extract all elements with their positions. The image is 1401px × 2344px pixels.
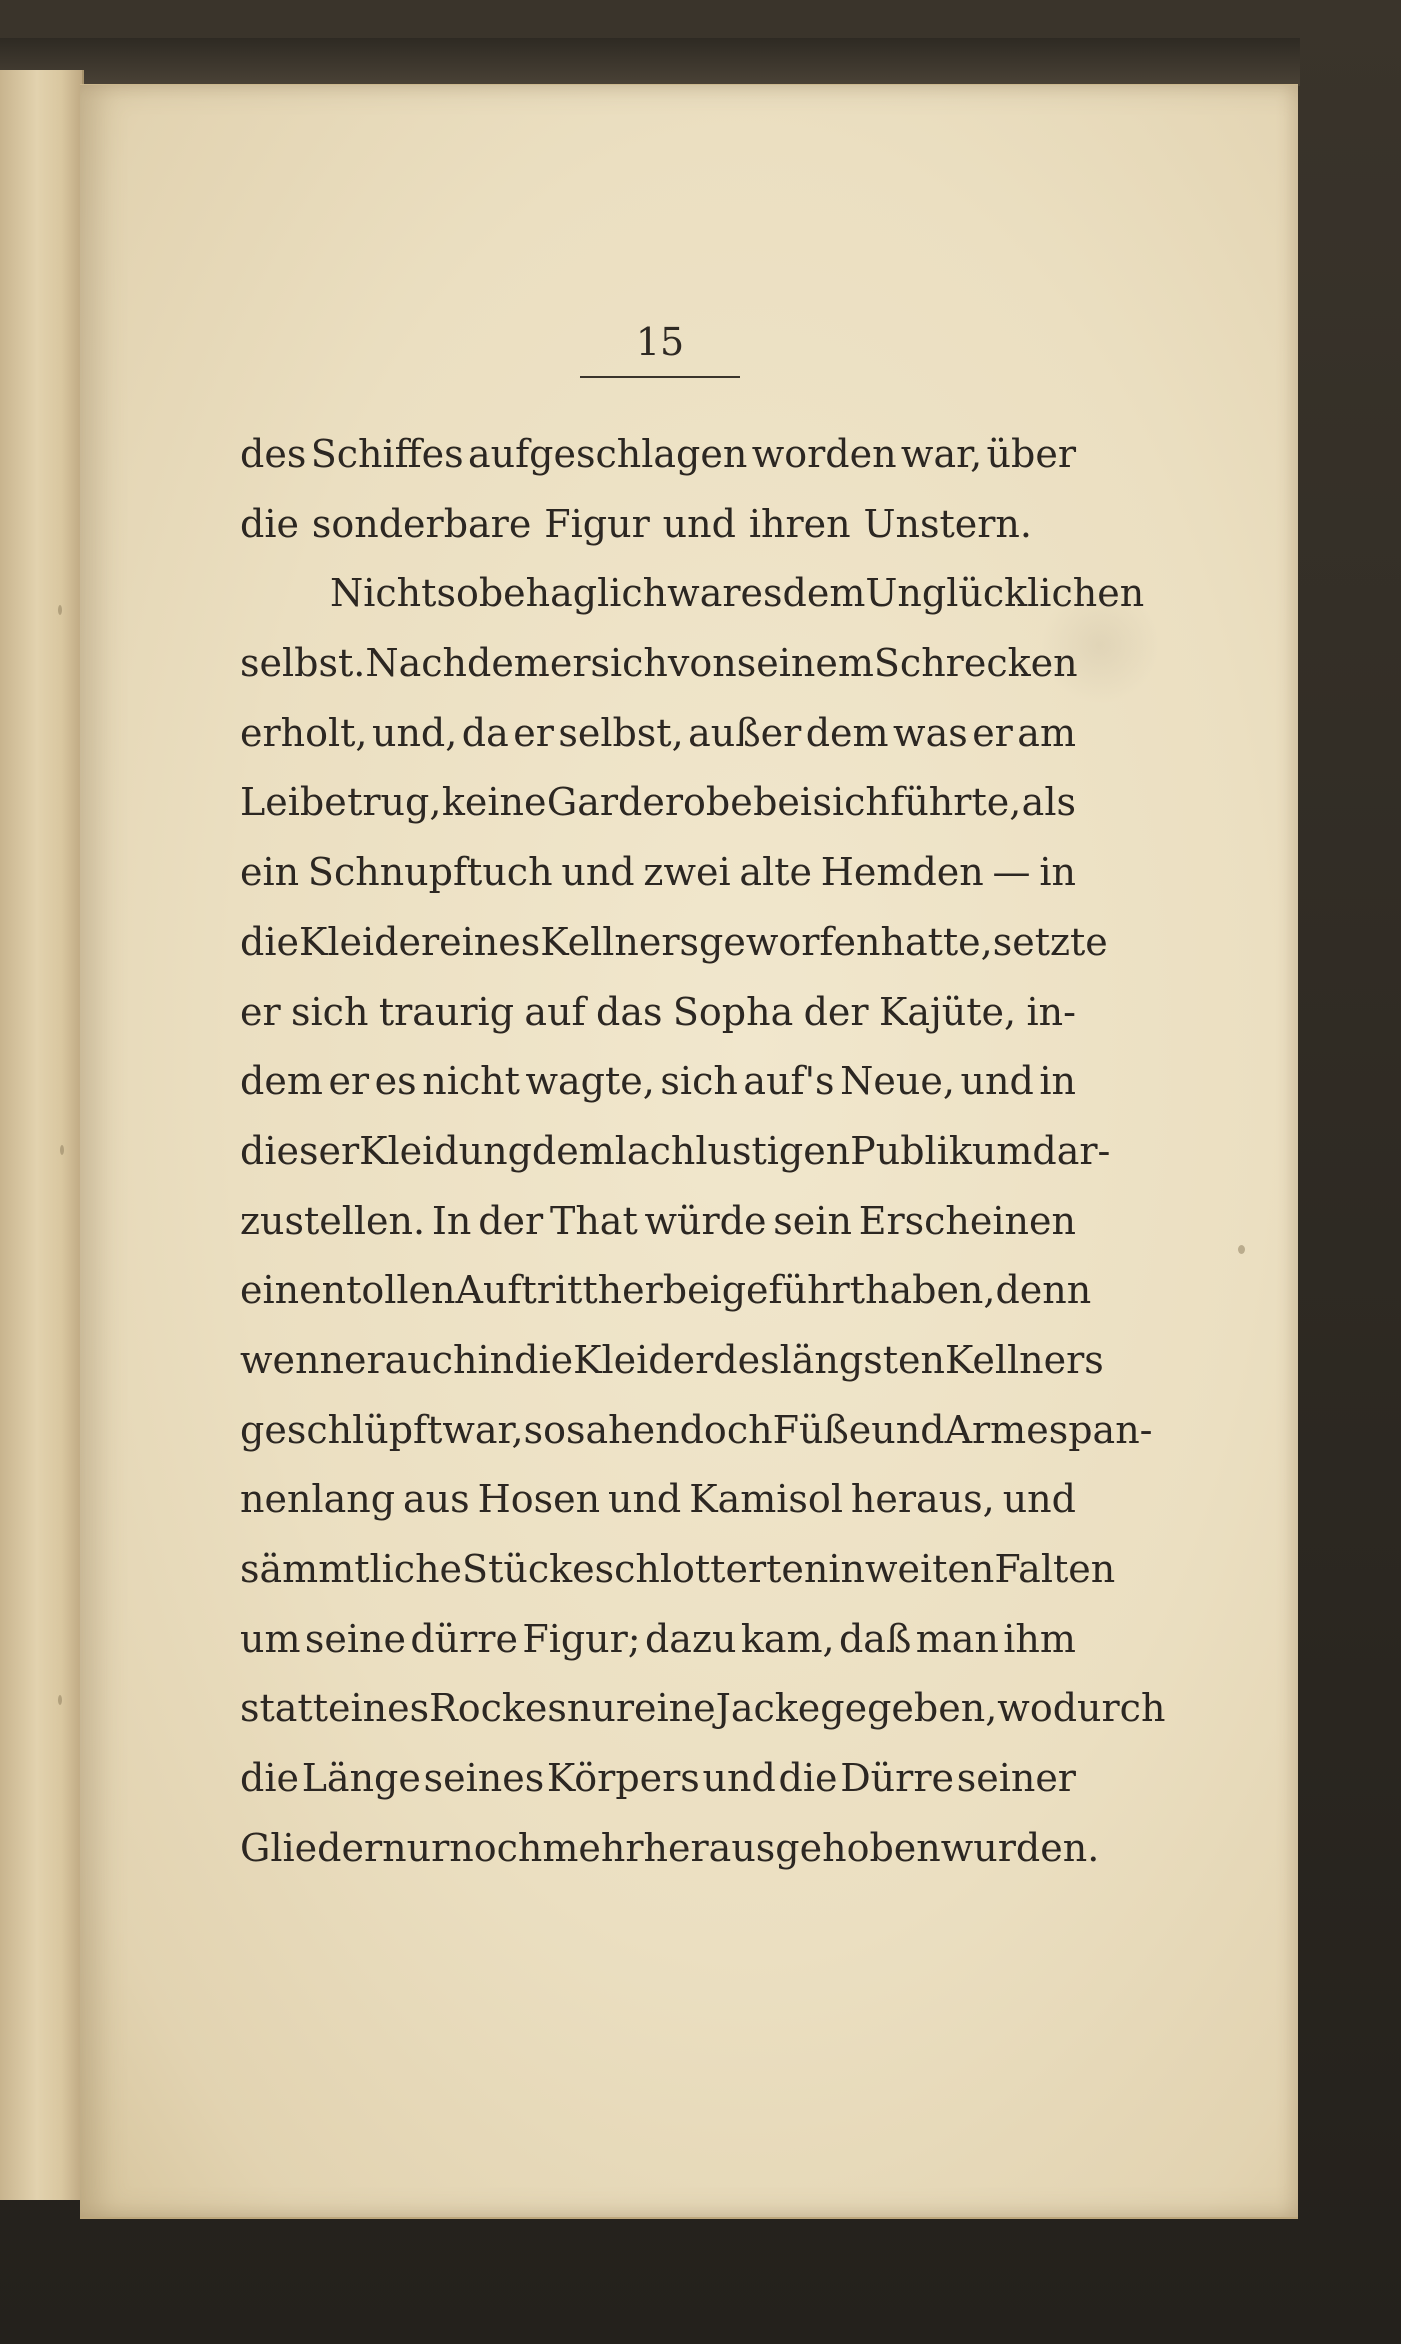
- text-word: er: [343, 1337, 385, 1382]
- text-word: trug,: [347, 780, 442, 825]
- text-word: schlotterten: [594, 1547, 829, 1591]
- text-word: Garderobe: [546, 780, 753, 825]
- text-word: führte,: [890, 780, 1022, 825]
- text-word: herbeigeführt: [597, 1268, 865, 1313]
- text-word: es: [740, 571, 783, 616]
- text-word: Arme: [944, 1407, 1049, 1452]
- text-word: aus: [402, 1477, 470, 1522]
- text-word: seines: [423, 1756, 545, 1801]
- text-line: [240, 629, 1076, 699]
- page-number: 15: [635, 320, 685, 364]
- text-word: bei: [753, 780, 813, 825]
- text-word: nenlang: [240, 1477, 396, 1522]
- text-line: [240, 1326, 1104, 1396]
- text-word: außer: [688, 710, 802, 755]
- text-word: nicht: [422, 1059, 520, 1104]
- text-word: Unglücklichen: [865, 571, 1145, 616]
- text-word: nur: [382, 1825, 450, 1870]
- text-word: so: [436, 571, 479, 616]
- book-cover-edge: [0, 38, 1300, 86]
- text-word: dem: [805, 710, 889, 755]
- text-word: es: [374, 1059, 417, 1104]
- text-word: was: [893, 710, 968, 755]
- text-word: That: [549, 1198, 638, 1243]
- text-line: [240, 1744, 1076, 1814]
- text-word: nur: [566, 1686, 634, 1731]
- text-word: setzte: [992, 919, 1108, 964]
- text-word: geschlüpft: [240, 1407, 443, 1452]
- text-word: die: [778, 1756, 838, 1801]
- text-word: geworfen: [699, 919, 881, 964]
- text-word: Sopha: [672, 989, 794, 1034]
- text-line: [240, 908, 1108, 978]
- text-word: denn: [995, 1268, 1092, 1313]
- text-line: [240, 978, 1076, 1048]
- text-word: wurden.: [940, 1825, 1100, 1870]
- text-word: lachlustigen: [614, 1128, 851, 1173]
- text-word: auf: [524, 989, 586, 1034]
- text-word: ein: [240, 850, 300, 895]
- text-line: [240, 1465, 1076, 1535]
- text-word: er: [972, 710, 1013, 755]
- text-word: behaglich: [478, 571, 668, 616]
- text-word: erholt,: [240, 710, 368, 755]
- text-word: Körpers: [546, 1756, 700, 1801]
- text-word: Kajüte,: [878, 989, 1017, 1034]
- text-word: Jacke: [715, 1686, 821, 1731]
- text-word: Unstern.: [863, 501, 1032, 546]
- text-word: er: [549, 641, 591, 686]
- text-word: Kamisol: [689, 1477, 843, 1522]
- text-word: und: [871, 1407, 945, 1452]
- text-word: selbst.: [240, 641, 366, 686]
- text-line: [240, 490, 1076, 560]
- text-word: in: [477, 1337, 515, 1382]
- text-word: hatte,: [880, 919, 993, 964]
- text-word: am: [1017, 710, 1076, 755]
- text-word: aufgeschlagen: [467, 432, 748, 476]
- text-word: Kellners: [944, 1337, 1104, 1382]
- text-line: [240, 1674, 1166, 1744]
- text-word: in: [1039, 1059, 1076, 1104]
- text-word: sich: [812, 780, 890, 825]
- text-word: Füße: [772, 1407, 872, 1452]
- text-word: die: [240, 919, 299, 964]
- text-word: Erscheinen: [858, 1198, 1076, 1243]
- text-word: Nachdem: [365, 641, 550, 686]
- text-word: alte: [739, 850, 812, 895]
- text-word: seine: [304, 1616, 406, 1661]
- text-word: Neue,: [840, 1059, 955, 1104]
- text-word: traurig: [378, 989, 515, 1034]
- text-word: dar-: [1032, 1128, 1111, 1173]
- text-word: die: [514, 1337, 574, 1382]
- text-word: Hosen: [477, 1477, 601, 1522]
- text-word: Schnupftuch: [307, 850, 553, 895]
- facing-page-edge: [0, 70, 84, 2200]
- text-word: noch: [449, 1825, 543, 1870]
- text-word: Hemden: [820, 850, 984, 895]
- text-word: von: [667, 641, 737, 686]
- text-word: sich: [660, 1059, 738, 1104]
- text-word: und: [1002, 1477, 1076, 1522]
- text-word: heraus,: [850, 1477, 995, 1522]
- text-word: eine: [634, 1686, 716, 1731]
- text-word: der: [478, 1198, 544, 1243]
- text-word: er: [513, 710, 554, 755]
- text-word: wagte,: [525, 1059, 655, 1104]
- text-line: [240, 1117, 1111, 1187]
- text-word: Stücke: [462, 1547, 595, 1591]
- text-word: einen: [240, 1268, 347, 1313]
- text-word: die: [240, 1756, 299, 1801]
- text-word: und: [960, 1059, 1034, 1104]
- text-word: um: [240, 1616, 301, 1661]
- text-word: Länge: [301, 1756, 421, 1801]
- paper-speck: [1238, 1245, 1245, 1254]
- text-word: kam,: [740, 1616, 835, 1661]
- text-word: auch: [384, 1337, 478, 1382]
- text-word: Leibe: [240, 780, 347, 825]
- text-line: [240, 1047, 1076, 1117]
- text-word: ihm: [1003, 1616, 1076, 1661]
- text-word: dem: [531, 1128, 615, 1173]
- text-word: so: [523, 1407, 567, 1452]
- text-word: in: [1039, 850, 1076, 895]
- text-word: seinem: [736, 641, 874, 686]
- paper-speck: [58, 1695, 62, 1705]
- text-word: und: [702, 1756, 776, 1801]
- text-line: [240, 1535, 1116, 1605]
- text-word: sich: [590, 641, 668, 686]
- text-word: dem: [782, 571, 866, 616]
- text-word: und: [662, 501, 736, 546]
- text-word: sich: [291, 989, 369, 1034]
- text-word: dürre: [410, 1616, 518, 1661]
- text-word: seiner: [956, 1756, 1076, 1801]
- text-word: längsten: [779, 1337, 945, 1382]
- body-text: [240, 420, 1166, 1883]
- text-word: des: [240, 432, 307, 476]
- text-word: mehr: [542, 1825, 644, 1870]
- text-word: Kleider: [298, 919, 440, 964]
- text-line: [240, 1814, 1100, 1884]
- text-word: Falten: [994, 1547, 1116, 1591]
- text-word: Figur;: [522, 1616, 641, 1661]
- text-word: und: [607, 1477, 682, 1522]
- paper-speck: [58, 605, 62, 615]
- text-line: [240, 1256, 1092, 1326]
- text-word: Kleider: [573, 1337, 714, 1382]
- text-word: sonderbare: [311, 501, 532, 546]
- text-word: Glieder: [240, 1825, 383, 1870]
- text-word: Schrecken: [873, 641, 1078, 686]
- text-word: dem: [240, 1059, 323, 1104]
- text-word: man: [915, 1616, 999, 1661]
- text-word: dazu: [644, 1616, 737, 1661]
- text-word: ihren: [748, 501, 851, 546]
- text-word: selbst,: [558, 710, 684, 755]
- text-word: war,: [900, 432, 983, 476]
- text-word: Kellners: [540, 919, 700, 964]
- text-word: Dürre: [840, 1756, 954, 1801]
- text-word: worden: [751, 432, 897, 476]
- text-word: sämmtliche: [240, 1547, 463, 1591]
- text-line: [240, 699, 1076, 769]
- text-word: die: [240, 501, 299, 546]
- text-word: und,: [371, 710, 458, 755]
- text-word: wodurch: [997, 1686, 1166, 1731]
- text-word: sahen: [566, 1407, 680, 1452]
- text-word: Nicht: [330, 571, 437, 616]
- text-word: auf's: [743, 1059, 835, 1104]
- text-word: zustellen.: [240, 1198, 426, 1243]
- text-word: keine: [441, 780, 547, 825]
- text-word: war: [667, 571, 741, 616]
- text-word: Rockes: [429, 1686, 567, 1731]
- text-line: [240, 1187, 1076, 1257]
- text-word: weiten: [864, 1547, 995, 1591]
- text-word: und: [561, 850, 635, 895]
- text-word: dieser: [240, 1128, 360, 1173]
- paper-speck: [60, 1145, 64, 1155]
- text-word: eines: [439, 919, 541, 964]
- text-word: der: [803, 989, 869, 1034]
- text-word: eines: [327, 1686, 430, 1731]
- text-word: In: [431, 1198, 472, 1243]
- text-word: Auftritt: [455, 1268, 598, 1313]
- text-line: [240, 768, 1076, 838]
- text-word: —: [992, 850, 1031, 895]
- text-line: [240, 1605, 1076, 1675]
- text-word: statt: [240, 1686, 328, 1731]
- text-word: Figur: [544, 501, 650, 546]
- text-word: in: [828, 1547, 865, 1591]
- text-word: gegeben,: [820, 1686, 998, 1731]
- text-word: in-: [1026, 989, 1076, 1034]
- text-word: Schiffes: [310, 432, 464, 476]
- text-word: zwei: [643, 850, 731, 895]
- text-line: [240, 838, 1076, 908]
- text-word: Kleidung: [359, 1128, 532, 1173]
- page-number-rule: [580, 376, 740, 378]
- text-line: [240, 559, 1145, 629]
- text-word: Publikum: [850, 1128, 1033, 1173]
- text-word: über: [986, 432, 1076, 476]
- text-word: war,: [442, 1407, 524, 1452]
- text-word: er: [328, 1059, 370, 1104]
- text-word: sein: [773, 1198, 852, 1243]
- text-word: herausgehoben: [643, 1825, 941, 1870]
- text-word: da: [461, 710, 509, 755]
- text-word: als: [1021, 780, 1076, 825]
- text-word: des: [713, 1337, 780, 1382]
- text-word: würde: [644, 1198, 767, 1243]
- text-line: [240, 420, 1076, 490]
- text-word: span-: [1048, 1407, 1153, 1452]
- text-word: haben,: [864, 1268, 996, 1313]
- text-word: doch: [679, 1407, 773, 1452]
- text-word: das: [596, 989, 663, 1034]
- text-word: er: [240, 989, 281, 1034]
- text-line: [240, 1396, 1153, 1466]
- text-word: tollen: [346, 1268, 456, 1313]
- text-word: wenn: [240, 1337, 344, 1382]
- text-word: daß: [838, 1616, 912, 1661]
